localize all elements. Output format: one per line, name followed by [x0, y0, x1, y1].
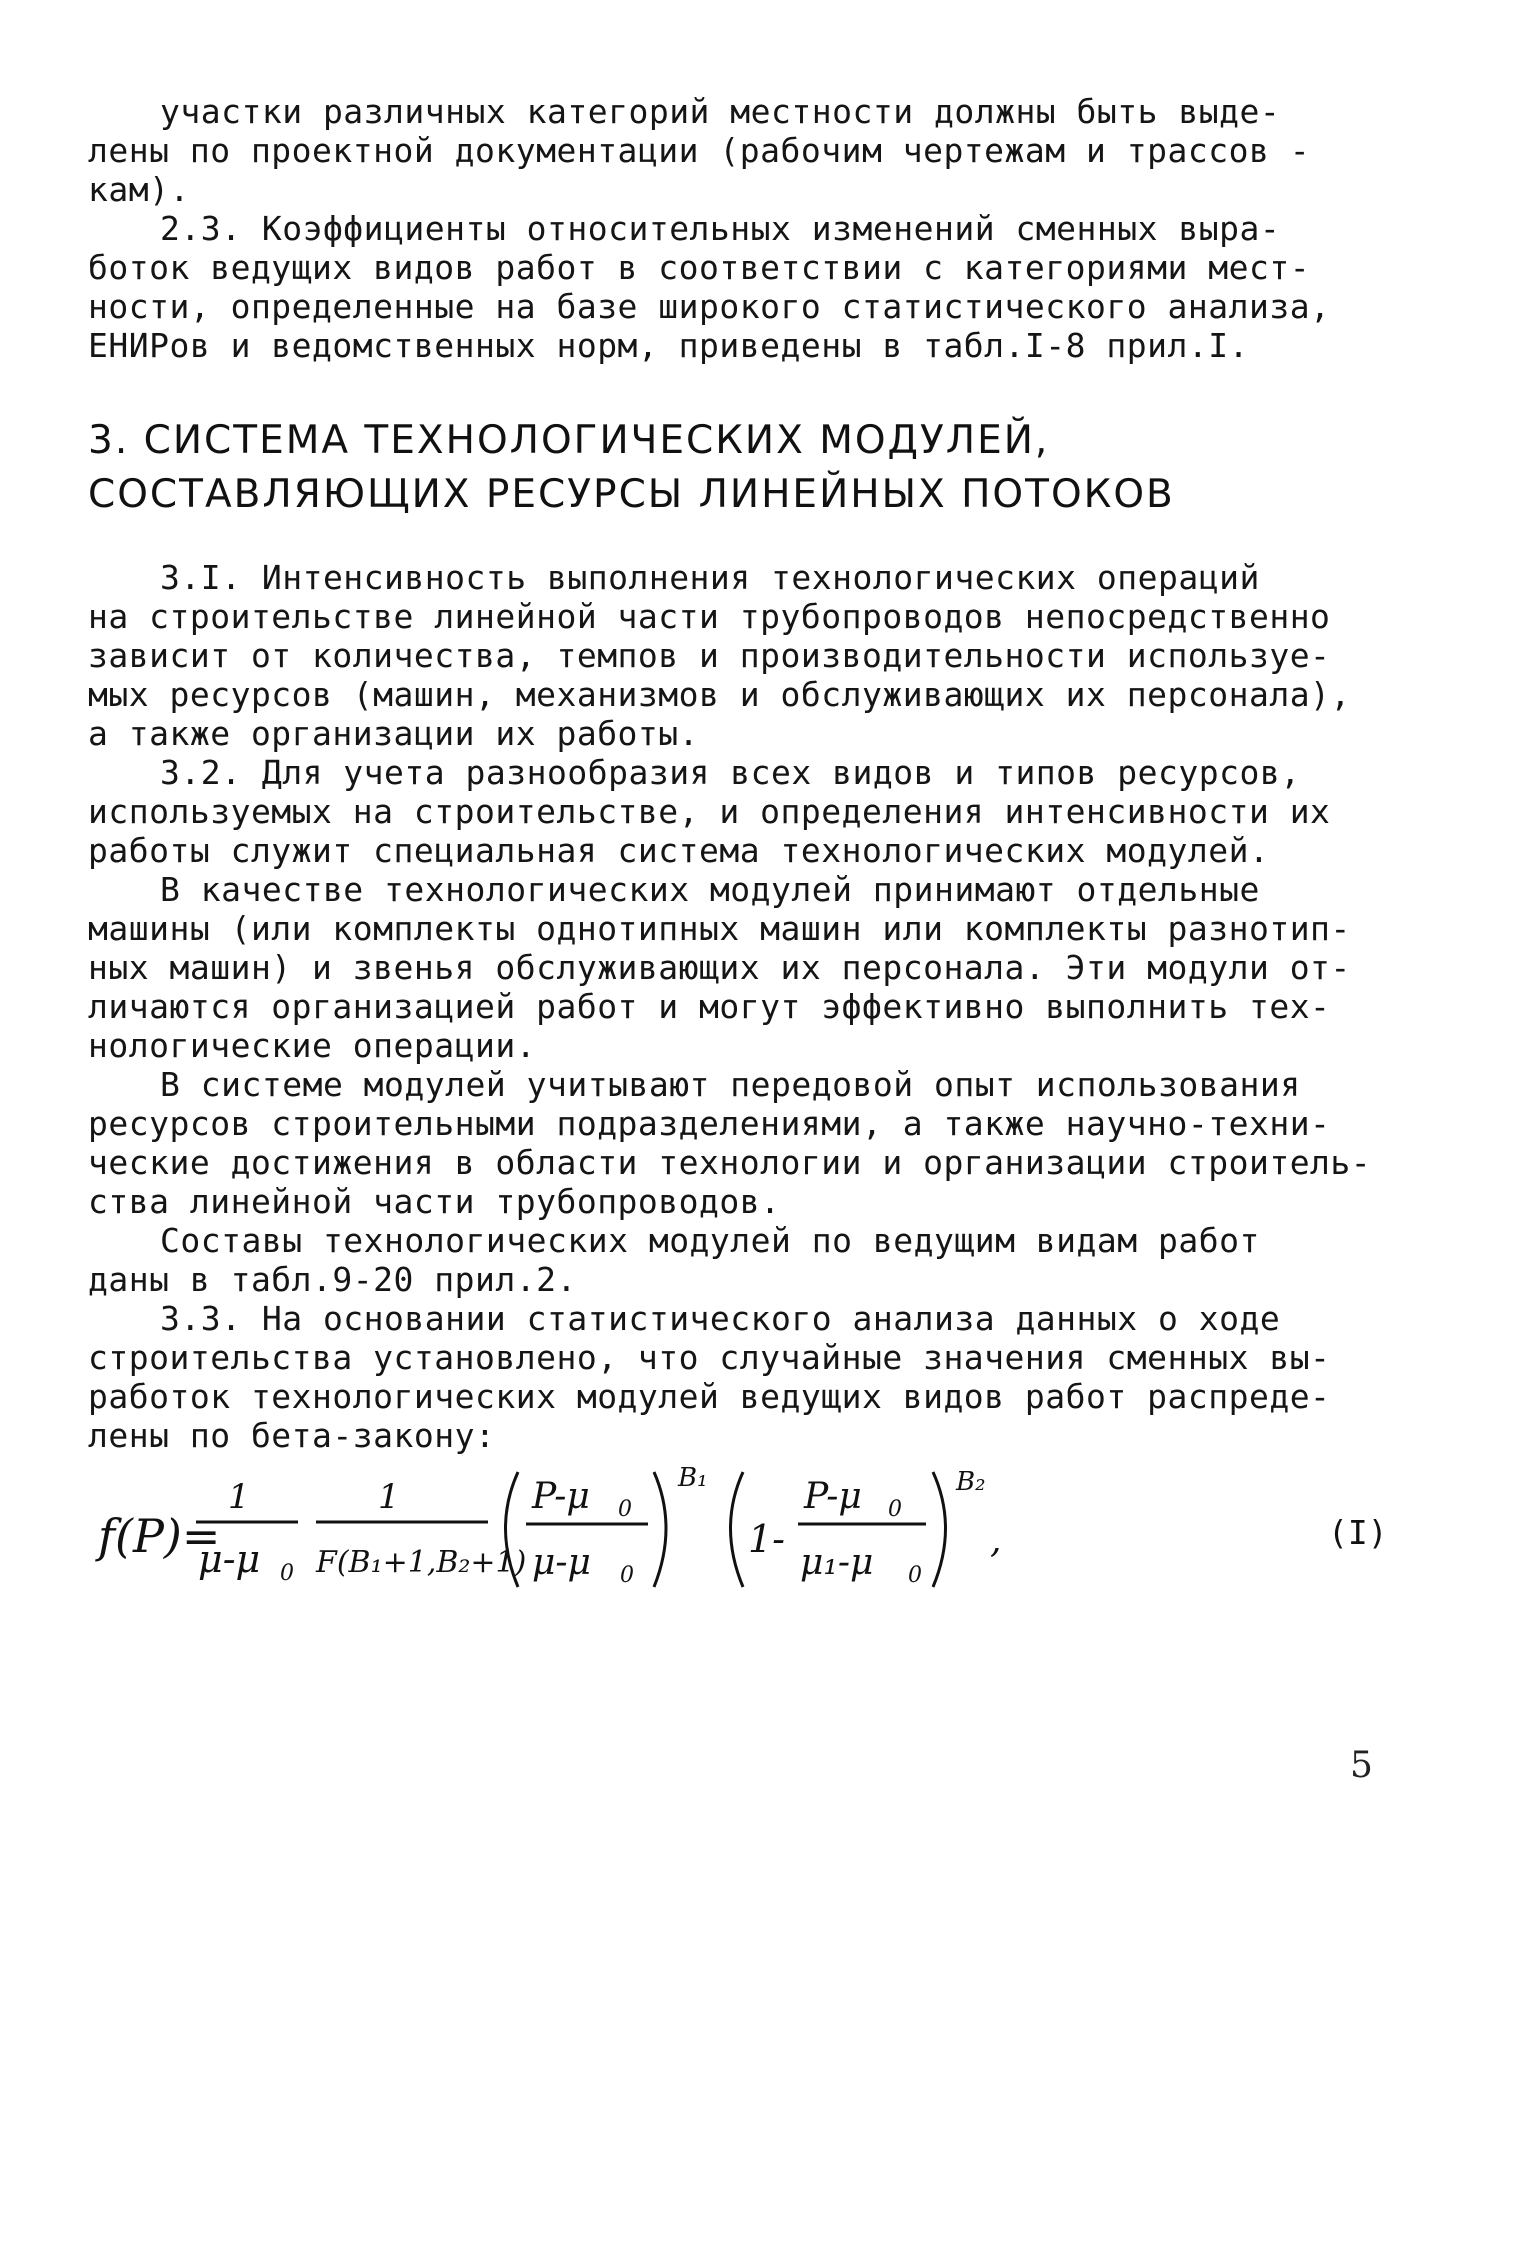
formula-frac2-den: F(B₁+1,B₂+1) — [316, 1545, 527, 1580]
text-line: ЕНИРов и ведомственных норм, приведены в табл.I-8 прил.I. — [88, 326, 1249, 365]
text-line: Составы технологических модулей по ведущим видам работ — [160, 1221, 1260, 1260]
formula-one-minus: 1- — [748, 1517, 786, 1561]
text-line: ности, определенные на базе широкого статистического анализа, — [88, 287, 1331, 326]
text-line: даны в табл.9-20 прил.2. — [88, 1260, 577, 1299]
text-line: зависит от количества, темпов и производительности используе- — [88, 636, 1331, 675]
formula-frac3-num: P-μ — [532, 1476, 590, 1517]
text-line: на строительстве линейной части трубопроводов непосредственно — [88, 597, 1331, 636]
section-heading: СОСТАВЛЯЮЩИХ РЕСУРСЫ ЛИНЕЙНЫХ ПОТОКОВ — [88, 472, 1175, 517]
formula-frac4-num-sub: 0 — [888, 1497, 902, 1522]
formula-frac2-num: 1 — [378, 1477, 400, 1517]
text-line: работы служит специальная система технологических модулей. — [88, 831, 1270, 870]
text-line: участки различных категорий местности должны быть выде- — [160, 92, 1281, 131]
formula-frac4-den-sub: 0 — [908, 1563, 922, 1588]
text-line: используемых на строительстве, и определения интенсивности их — [88, 792, 1331, 831]
formula-frac4-den: μ₁-μ — [800, 1542, 874, 1583]
formula-frac4-num: P-μ — [804, 1476, 862, 1517]
formula-frac1-den: μ-μ — [198, 1537, 261, 1581]
text-line: мых ресурсов (машин, механизмов и обслуживающих их персонала), — [88, 675, 1351, 714]
formula-frac3-den: μ-μ — [532, 1542, 591, 1583]
page-number: 5 — [1350, 1745, 1373, 1786]
text-line: 2.3. Коэффициенты относительных изменений сменных выра- — [160, 209, 1281, 248]
formula-comma: , — [990, 1520, 1002, 1561]
text-line: 3.I. Интенсивность выполнения технологических операций — [160, 558, 1260, 597]
formula-frac3-num-sub: 0 — [618, 1497, 632, 1522]
beta-distribution-formula — [88, 1452, 1388, 1602]
text-line: лены по бета-закону: — [88, 1416, 496, 1455]
formula-frac3-den-sub: 0 — [620, 1563, 634, 1588]
formula-frac1-num: 1 — [228, 1477, 250, 1517]
text-line: ных машин) и звенья обслуживающих их персонала. Эти модули от- — [88, 948, 1351, 987]
formula-exp2: B₂ — [956, 1467, 986, 1497]
text-line: В системе модулей учитывают передовой опыт использования — [160, 1065, 1301, 1104]
text-line: лены по проектной документации (рабочим чертежам и трассов - — [88, 131, 1311, 170]
text-line: машины (или комплекты однотипных машин или комплекты разнотип- — [88, 909, 1351, 948]
text-line: строительства установлено, что случайные значения сменных вы- — [88, 1338, 1331, 1377]
text-line: 3.2. Для учета разнообразия всех видов и типов ресурсов, — [160, 753, 1301, 792]
formula-frac1-den-sub: 0 — [280, 1561, 294, 1586]
formula-lhs: f(P)= — [98, 1509, 221, 1563]
text-line: ства линейной части трубопроводов. — [88, 1182, 781, 1221]
section-heading: 3. СИСТЕМА ТЕХНОЛОГИЧЕСКИХ МОДУЛЕЙ, — [88, 418, 1050, 463]
text-line: ресурсов строительными подразделениями, а также научно-техни- — [88, 1104, 1331, 1143]
text-line: В качестве технологических модулей принимают отдельные — [160, 870, 1260, 909]
text-line: боток ведущих видов работ в соответствии с категориями мест- — [88, 248, 1311, 287]
text-line: нологические операции. — [88, 1026, 537, 1065]
formula-exp1: B₁ — [678, 1463, 708, 1493]
text-line: а также организации их работы. — [88, 714, 700, 753]
text-line: ческие достижения в области технологии и организации строитель- — [88, 1143, 1372, 1182]
formula-number: (I) — [1328, 1513, 1388, 1552]
text-line: работок технологических модулей ведущих видов работ распреде- — [88, 1377, 1331, 1416]
text-line: кам). — [88, 170, 190, 209]
text-line: 3.3. На основании статистического анализа данных о ходе — [160, 1299, 1281, 1338]
text-line: личаются организацией работ и могут эффективно выполнить тех- — [88, 987, 1331, 1026]
